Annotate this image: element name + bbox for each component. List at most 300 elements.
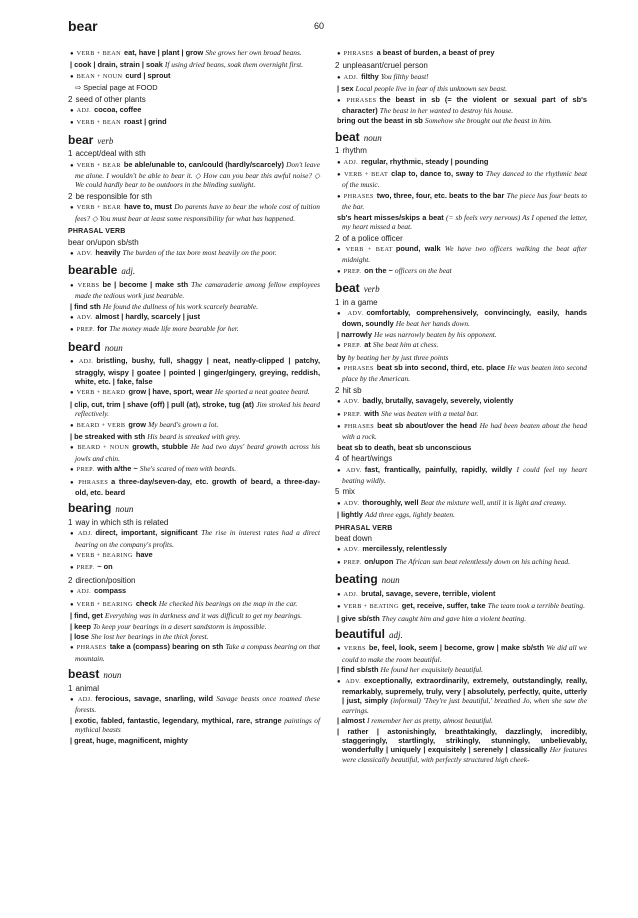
example-sentence: We did all we could to make the room beautiful. bbox=[342, 643, 588, 664]
sense-number: 5 bbox=[335, 487, 340, 497]
collocation-item bbox=[335, 557, 587, 568]
collocation-item bbox=[335, 244, 587, 265]
grammar-label: VERB + BEARING bbox=[76, 552, 133, 560]
collocation-item bbox=[335, 95, 587, 116]
collocation-text: the beast in sb (= the violent or sexual part of sb's character) bbox=[342, 94, 588, 116]
entry-heading bbox=[335, 129, 587, 144]
bullet-icon: ● bbox=[70, 696, 75, 703]
example-sentence: He found the dullness of his work scarcely bearable. bbox=[102, 301, 258, 311]
example-sentence: They danced to the rhythmic beat of the music. bbox=[342, 169, 588, 190]
collocation-text: two, three, four, etc. beats to the bar bbox=[376, 190, 507, 200]
headword: bearing bbox=[68, 501, 112, 516]
sense-label: way in which sth is related bbox=[75, 517, 169, 527]
bullet-icon: ● bbox=[337, 343, 341, 350]
sense-label: in a game bbox=[342, 297, 378, 307]
bullet-icon: ● bbox=[337, 172, 342, 179]
grammar-label: PHRASES bbox=[343, 192, 374, 200]
collocation-item bbox=[68, 528, 320, 549]
bullet-icon: ● bbox=[337, 604, 341, 611]
collocation-text: on/upon bbox=[364, 556, 396, 566]
collocation-text: grow bbox=[128, 419, 149, 429]
entry-heading bbox=[335, 281, 587, 296]
bullet-icon: ● bbox=[70, 51, 74, 57]
collocation-item bbox=[335, 498, 587, 509]
bullet-icon: ● bbox=[70, 250, 74, 257]
collocation-text: | exotic, fabled, fantastic, legendary, mythical, rare, strange bbox=[70, 715, 285, 725]
collocation-item bbox=[68, 736, 320, 745]
grammar-label: ADJ. bbox=[78, 358, 94, 366]
collocation-item bbox=[68, 477, 320, 498]
collocation-text: | narrowly bbox=[337, 329, 374, 339]
grammar-label: BEAN + NOUN bbox=[76, 72, 123, 80]
bullet-icon: ● bbox=[70, 589, 74, 596]
example-sentence: They caught him and gave him a violent beating. bbox=[381, 613, 527, 623]
phrasal-verb-head: bear on/upon sb/sth bbox=[68, 237, 139, 247]
collocation-item bbox=[335, 266, 587, 277]
example-sentence: He sported a neat goatee beard. bbox=[214, 387, 310, 397]
collocation-item bbox=[335, 72, 587, 83]
collocation-item bbox=[68, 642, 320, 663]
headword: beard bbox=[68, 339, 101, 354]
grammar-label: ADJ. bbox=[343, 158, 359, 166]
collocation-text: a beast of burden, a beast of prey bbox=[376, 48, 495, 57]
example-sentence: The African sun beat relentlessly down on his aching head. bbox=[395, 556, 570, 566]
sense-label: of heart/wings bbox=[342, 454, 393, 464]
collocation-text: get, receive, suffer, take bbox=[401, 601, 488, 611]
example-sentence: His beard is streaked with grey. bbox=[147, 432, 241, 441]
right-column bbox=[335, 48, 587, 765]
part-of-speech: verb bbox=[97, 135, 114, 146]
collocation-item bbox=[335, 48, 587, 59]
example-sentence: I remember her as pretty, almost beautiful. bbox=[367, 716, 493, 726]
sense-number: 1 bbox=[68, 517, 73, 527]
collocation-text: have bbox=[135, 550, 153, 560]
grammar-label: ADJ. bbox=[343, 73, 359, 81]
part-of-speech: noun bbox=[363, 132, 382, 143]
sense-number: 1 bbox=[335, 297, 340, 307]
sense-label: accept/deal with sth bbox=[75, 149, 146, 159]
grammar-label: PREP. bbox=[343, 342, 362, 350]
example-sentence: Add three eggs, lightly beaten. bbox=[364, 510, 455, 520]
collocation-item bbox=[335, 169, 587, 190]
example-sentence: officers on the beat bbox=[394, 265, 452, 275]
example-sentence: Don't leave me alone. I wouldn't be able to bear it. ◇ How can you bear this awful noise? ◇ We could hardly bear to be outdoors in the blinding sunlight. bbox=[75, 159, 320, 190]
collocation-text: fast, frantically, painfully, rapidly, wildly bbox=[364, 464, 517, 474]
bullet-icon: ● bbox=[70, 108, 74, 115]
sense-number: 2 bbox=[335, 233, 340, 243]
grammar-label: ADJ. bbox=[343, 590, 359, 598]
collocation-item bbox=[335, 676, 587, 716]
grammar-label: ADV. bbox=[343, 499, 360, 507]
collocation-text: | great, huge, magnificent, mighty bbox=[70, 735, 188, 745]
collocation-item bbox=[68, 280, 320, 301]
collocation-text: grow | have, sport, wear bbox=[128, 387, 215, 397]
page-number: 60 bbox=[313, 21, 325, 31]
bullet-icon: ● bbox=[337, 559, 341, 566]
collocation-text: at bbox=[364, 340, 373, 350]
bullet-icon: ● bbox=[70, 565, 74, 572]
collocation-item bbox=[68, 324, 320, 335]
collocation-item bbox=[335, 308, 587, 329]
grammar-label: VERB + BEAN bbox=[76, 119, 121, 127]
headword: bearable bbox=[68, 263, 118, 278]
entry-heading bbox=[68, 132, 320, 147]
grammar-label: VERBS bbox=[77, 281, 100, 289]
grammar-label: ADJ. bbox=[77, 695, 93, 703]
part-of-speech: verb bbox=[363, 284, 380, 295]
bullet-icon: ● bbox=[337, 547, 341, 554]
collocation-item bbox=[68, 312, 320, 323]
collocation-item bbox=[68, 420, 320, 431]
bullet-icon: ● bbox=[337, 268, 341, 275]
bullet-icon: ● bbox=[70, 531, 76, 538]
part-of-speech: noun bbox=[381, 575, 400, 586]
collocation-text: have to, must bbox=[124, 202, 175, 212]
example-sentence: He was beaten into second place by the American. bbox=[342, 362, 588, 384]
bullet-icon: ● bbox=[70, 327, 74, 334]
collocation-text: ferocious, savage, snarling, wild bbox=[95, 693, 217, 703]
collocation-text: filthy bbox=[361, 71, 381, 81]
grammar-label: PHRASES bbox=[344, 423, 375, 430]
collocation-text: | clip, cut, trim | shave (off) | pull (at), stroke, tug (at) bbox=[70, 399, 257, 409]
collocation-text: ~ on bbox=[97, 562, 113, 572]
collocation-item bbox=[335, 727, 587, 765]
sense-number: 4 bbox=[335, 454, 340, 464]
example-sentence: To keep your bearings in a desert sandstorm is impossible. bbox=[93, 621, 267, 631]
grammar-label: VERB + BEAT bbox=[345, 245, 393, 253]
example-sentence: He beat her hands down. bbox=[395, 319, 470, 329]
example-sentence: I could feel my heart beating wildly. bbox=[342, 464, 587, 486]
bullet-icon: ● bbox=[70, 390, 74, 397]
collocation-item bbox=[68, 586, 320, 597]
collocation-text: exceptionally, extraordinarily, extremely, outstandingly, really, remarkably, supremely, truly, very | absolutely, perfectly, quite, utterly | just, simply bbox=[342, 675, 587, 706]
collocation-item bbox=[68, 562, 320, 573]
bullet-icon: ● bbox=[70, 467, 74, 474]
sense-number: 2 bbox=[335, 61, 340, 71]
grammar-label: ADV. bbox=[347, 309, 364, 317]
grammar-label: PREP. bbox=[343, 267, 362, 275]
headword: bear bbox=[68, 132, 94, 147]
grammar-label: BEARD + VERB bbox=[76, 421, 126, 429]
bullet-icon: ● bbox=[70, 359, 76, 366]
collocation-item bbox=[68, 248, 320, 259]
part-of-speech: noun bbox=[104, 342, 123, 353]
collocation-text: a three-day/seven-day, etc. growth of beard, a three-day-old, etc. beard bbox=[75, 476, 320, 498]
bullet-icon: ● bbox=[337, 97, 344, 104]
collocation-text: compass bbox=[94, 586, 127, 596]
example-sentence: He checked his bearings on the map in the car. bbox=[158, 598, 298, 608]
sense-label: be responsible for sth bbox=[75, 191, 152, 201]
headword: beautiful bbox=[335, 626, 385, 641]
entry-heading bbox=[335, 626, 587, 641]
example-sentence: Local people live in fear of this unknown sex beast. bbox=[355, 84, 507, 94]
collocation-text: check bbox=[135, 598, 159, 608]
bullet-icon: ● bbox=[337, 591, 341, 598]
collocation-text: | be streaked with sth bbox=[70, 432, 148, 441]
collocation-item bbox=[335, 116, 587, 125]
bullet-icon: ● bbox=[337, 193, 341, 200]
example-sentence: You filthy beast! bbox=[380, 71, 429, 81]
collocation-item bbox=[68, 400, 320, 419]
entry-heading bbox=[68, 263, 320, 278]
example-sentence: He was narrowly beaten by his opponent. bbox=[373, 329, 497, 339]
grammar-label: VERB + BEAT bbox=[344, 171, 389, 179]
collocation-item bbox=[335, 421, 587, 442]
collocation-item bbox=[68, 599, 320, 610]
left-column bbox=[68, 48, 320, 746]
collocation-text: | cook | drain, strain | soak bbox=[70, 60, 165, 70]
grammar-label: PREP. bbox=[343, 558, 362, 566]
bullet-icon: ● bbox=[337, 646, 341, 653]
collocation-text: with a/the ~ bbox=[97, 464, 140, 474]
example-sentence: She lost her bearings in the thick forest. bbox=[90, 631, 209, 641]
collocation-text: almost | hardly, scarcely | just bbox=[95, 311, 201, 321]
collocation-item bbox=[68, 632, 320, 641]
collocation-text: heavily bbox=[95, 247, 123, 257]
example-sentence: He found her exquisitely beautiful. bbox=[380, 665, 483, 675]
sense-label: hit sb bbox=[342, 385, 362, 395]
grammar-label: PHRASES bbox=[346, 96, 377, 104]
sense-heading bbox=[335, 146, 587, 155]
entry-heading bbox=[68, 667, 320, 682]
headword: beast bbox=[68, 667, 100, 682]
collocation-text: be | become | make sth bbox=[102, 279, 192, 289]
grammar-label: PREP. bbox=[76, 564, 95, 572]
bullet-icon: ● bbox=[337, 246, 343, 253]
collocation-item bbox=[335, 443, 587, 452]
collocation-text: | give sb/sth bbox=[337, 613, 382, 623]
collocation-item bbox=[335, 465, 587, 486]
bullet-icon: ● bbox=[337, 467, 343, 474]
collocation-text: thoroughly, well bbox=[362, 497, 421, 507]
collocation-item bbox=[335, 601, 587, 612]
collocation-item bbox=[335, 340, 587, 351]
collocation-item bbox=[335, 589, 587, 600]
bullet-icon: ● bbox=[337, 424, 342, 430]
example-sentence: paintings of mythical beasts bbox=[75, 715, 321, 735]
sense-heading bbox=[68, 149, 320, 158]
collocation-item bbox=[68, 71, 320, 82]
sense-heading bbox=[68, 518, 320, 527]
collocation-item bbox=[68, 60, 320, 69]
sense-label: unpleasant/cruel person bbox=[342, 61, 428, 71]
bullet-icon: ● bbox=[337, 159, 341, 166]
sense-heading bbox=[68, 576, 320, 585]
grammar-label: VERB + BEARING bbox=[76, 600, 133, 608]
collocation-text: | find, get bbox=[70, 611, 105, 621]
collocation-item bbox=[68, 432, 320, 441]
example-sentence: Savage beasts once roamed these forests. bbox=[75, 693, 320, 715]
example-sentence: (= sb feels very nervous) As I opened the letter, my heart missed a beat. bbox=[342, 212, 587, 232]
example-sentence: by beating her by just three points bbox=[347, 352, 449, 362]
entry-heading bbox=[335, 572, 587, 587]
bullet-icon: ● bbox=[337, 678, 343, 685]
grammar-label: PHRASES bbox=[343, 364, 374, 372]
cross-reference: ⇨ Special page at FOOD bbox=[75, 83, 158, 93]
example-sentence: He had two days' beard growth across his jowls and chin. bbox=[75, 442, 321, 463]
collocation-item bbox=[68, 117, 320, 128]
bullet-icon: ● bbox=[70, 282, 75, 289]
example-sentence: The rise in interest rates had a direct bearing on the company's profits. bbox=[75, 528, 320, 549]
collocation-text: be able/unable to, can/could (hardly/scarcely) bbox=[123, 159, 287, 169]
example-sentence: (informal) 'They're just beautiful,' breathed Jo, when she saw the earrings. bbox=[342, 696, 587, 715]
collocation-item bbox=[335, 353, 587, 362]
collocation-item bbox=[68, 694, 320, 715]
collocation-text: badly, brutally, savagely, severely, violently bbox=[362, 396, 514, 406]
collocation-text: curd | sprout bbox=[125, 70, 171, 80]
bullet-icon: ● bbox=[70, 162, 74, 169]
grammar-label: PREP. bbox=[76, 466, 95, 474]
collocation-item bbox=[335, 330, 587, 339]
sense-heading bbox=[335, 386, 587, 395]
bullet-icon: ● bbox=[337, 74, 341, 81]
headword: beating bbox=[335, 572, 378, 587]
collocation-text: clap to, dance to, sway to bbox=[391, 169, 486, 179]
collocation-item bbox=[68, 464, 320, 475]
sense-number: 1 bbox=[335, 146, 340, 156]
collocation-text: mercilessly, relentlessly bbox=[362, 544, 447, 554]
example-sentence: She's scared of men with beards. bbox=[139, 464, 237, 474]
collocation-text: for bbox=[97, 324, 110, 334]
collocation-text: by bbox=[337, 352, 348, 362]
page-header bbox=[68, 18, 570, 38]
collocation-item bbox=[335, 409, 587, 420]
part-of-speech: adj. bbox=[121, 266, 136, 277]
sense-heading bbox=[68, 684, 320, 693]
grammar-label: PHRASES bbox=[78, 478, 109, 486]
collocation-text: be, feel, look, seem | become, grow | make sb/sth bbox=[368, 643, 547, 653]
grammar-label: BEARD + NOUN bbox=[77, 444, 130, 452]
collocation-text: regular, rhythmic, steady | pounding bbox=[361, 156, 489, 166]
sense-label: of a police officer bbox=[342, 233, 403, 243]
phrasal-verb-head: beat down bbox=[335, 534, 372, 544]
bullet-icon: ● bbox=[70, 645, 74, 652]
headword: beat bbox=[335, 281, 360, 296]
collocation-item bbox=[335, 157, 587, 168]
collocation-text: beat sb to death, beat sb unconscious bbox=[337, 442, 472, 452]
collocation-text: roast | grind bbox=[123, 117, 167, 127]
collocation-item bbox=[68, 105, 320, 116]
collocation-item bbox=[68, 48, 320, 59]
collocation-item bbox=[68, 622, 320, 631]
part-of-speech: adj. bbox=[389, 629, 403, 640]
sense-heading bbox=[335, 454, 587, 463]
bullet-icon: ● bbox=[70, 73, 74, 80]
running-headword: bear bbox=[68, 18, 98, 34]
sense-number: 1 bbox=[68, 149, 73, 159]
bullet-icon: ● bbox=[70, 553, 74, 560]
bullet-icon: ● bbox=[70, 314, 74, 321]
sense-label: mix bbox=[342, 487, 355, 497]
collocation-text: | almost bbox=[337, 716, 367, 726]
sense-heading bbox=[68, 192, 320, 201]
headword: beat bbox=[335, 129, 360, 144]
bullet-icon: ● bbox=[337, 365, 341, 372]
bullet-icon: ● bbox=[70, 601, 74, 608]
grammar-label: VERB + BEATING bbox=[343, 603, 399, 611]
grammar-label: ADJ. bbox=[76, 107, 92, 115]
collocation-item bbox=[68, 356, 320, 386]
example-sentence: He had been beaten about the head with a rock. bbox=[342, 421, 588, 442]
example-sentence: The burden of the tax bore most heavily on the poor. bbox=[122, 247, 277, 257]
grammar-label: VERB + BEAR bbox=[76, 161, 121, 169]
sense-number: 2 bbox=[335, 385, 340, 395]
sense-label: direction/position bbox=[75, 575, 136, 585]
bullet-icon: ● bbox=[337, 399, 341, 406]
collocation-text: comfortably, comprehensively, convincingly, easily, hands down, soundly bbox=[342, 307, 587, 329]
entry-heading bbox=[68, 339, 320, 354]
collocation-item bbox=[335, 510, 587, 519]
collocation-text: eat, have | plant | grow bbox=[123, 48, 206, 57]
collocation-item bbox=[68, 442, 320, 463]
example-sentence: Her features were classically beautiful, with perfectly structured high cheek- bbox=[342, 745, 587, 764]
grammar-label: ADJ. bbox=[78, 530, 93, 538]
grammar-label: VERB + BEAN bbox=[76, 50, 121, 57]
bullet-icon: ● bbox=[337, 310, 345, 317]
collocation-item bbox=[335, 191, 587, 212]
collocation-item bbox=[335, 643, 587, 664]
example-sentence: Beat the mixture well, until it is light and creamy. bbox=[420, 497, 567, 507]
sense-label: seed of other plants bbox=[75, 94, 146, 104]
sense-label: animal bbox=[75, 683, 100, 693]
grammar-label: VERB + BEARD bbox=[76, 389, 126, 397]
sense-label: rhythm bbox=[342, 146, 367, 156]
grammar-label: ADV. bbox=[343, 546, 360, 554]
grammar-label: PHRASES bbox=[76, 644, 107, 652]
collocation-text: sb's heart misses/skips a beat bbox=[337, 212, 446, 222]
collocation-text: beat sb into second, third, etc. place bbox=[376, 362, 508, 372]
collocation-text: | rather | astonishingly, breathtakingly, dazzlingly, incredibly, staggeringly, startlingly, strikingly, stunningly, unbelievably, wonderfully | uniquely | exquisitely | serenely | classically bbox=[337, 726, 587, 755]
sense-heading bbox=[335, 487, 587, 496]
example-sentence: She grows her own broad beans. bbox=[205, 48, 302, 57]
sense-heading bbox=[335, 234, 587, 243]
collocation-text: with bbox=[364, 408, 382, 418]
grammar-label: PREP. bbox=[76, 326, 95, 334]
collocation-item bbox=[335, 213, 587, 232]
collocation-text: direct, important, significant bbox=[95, 528, 202, 538]
example-sentence: If using dried beans, soak them overnight first. bbox=[164, 60, 304, 70]
phrasal-verb-label: PHRASAL VERB bbox=[335, 524, 393, 532]
collocation-item bbox=[68, 302, 320, 311]
grammar-label: PHRASES bbox=[343, 50, 374, 57]
example-sentence: Everything was in darkness and it was difficult to get my bearings. bbox=[104, 611, 302, 621]
collocation-text: brutal, savage, severe, terrible, violent bbox=[361, 588, 496, 598]
bullet-icon: ● bbox=[337, 411, 341, 418]
collocation-item bbox=[68, 550, 320, 561]
example-sentence: The beast in her wanted to destroy his house. bbox=[379, 106, 514, 116]
sense-heading bbox=[335, 298, 587, 307]
bullet-icon: ● bbox=[70, 120, 74, 127]
collocation-item bbox=[335, 716, 587, 725]
entry-heading bbox=[68, 501, 320, 516]
collocation-text: bristling, bushy, full, shaggy | neat, neatly-clipped | patchy, straggly, wispy | goatee | pointed | ginger/gingery, greying, reddish, white, etc. | fake, false bbox=[75, 356, 321, 386]
collocation-text: | find sth bbox=[70, 301, 103, 311]
collocation-text: growth, stubble bbox=[132, 442, 191, 452]
collocation-item bbox=[68, 611, 320, 620]
part-of-speech: noun bbox=[103, 670, 122, 681]
example-sentence: Jim stroked his beard reflectively. bbox=[75, 399, 320, 419]
collocation-item bbox=[68, 716, 320, 735]
collocation-text: take a (compass) bearing on sth bbox=[109, 642, 226, 652]
example-sentence: Somehow she brought out the beast in him. bbox=[424, 116, 552, 126]
bullet-icon: ● bbox=[70, 422, 74, 429]
collocation-item bbox=[335, 396, 587, 407]
collocation-item bbox=[335, 363, 587, 384]
grammar-label: ADJ. bbox=[76, 588, 92, 596]
example-sentence: Take a compass bearing on that mountain. bbox=[75, 642, 320, 663]
collocation-text: bring out the beast in sb bbox=[337, 116, 425, 126]
collocation-text: on the ~ bbox=[364, 265, 395, 275]
